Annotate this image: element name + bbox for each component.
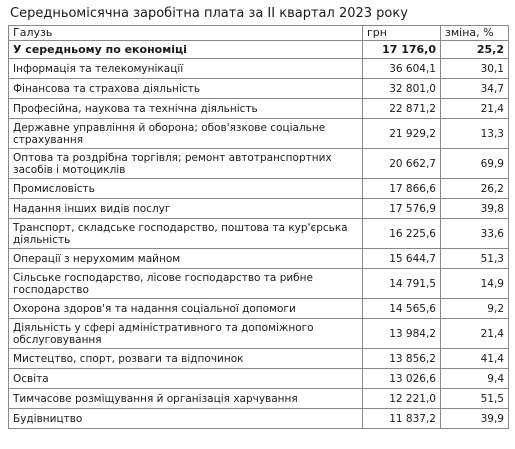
row-wage: 13 026,6 xyxy=(363,369,441,389)
row-change: 13,3 xyxy=(441,119,509,149)
row-branch: Мистецтво, спорт, розваги та відпочинок xyxy=(9,349,363,369)
row-change: 9,2 xyxy=(441,299,509,319)
row-branch: Транспорт, складське господарство, поштова та кур'єрська діяльність xyxy=(9,219,363,249)
row-wage: 16 225,6 xyxy=(363,219,441,249)
row-wage: 17 866,6 xyxy=(363,179,441,199)
row-change: 21,4 xyxy=(441,99,509,119)
row-branch: Надання інших видів послуг xyxy=(9,199,363,219)
row-change: 41,4 xyxy=(441,349,509,369)
total-row xyxy=(9,41,509,59)
row-change: 30,1 xyxy=(441,59,509,79)
header-change: зміна, % xyxy=(441,26,509,41)
row-branch: Фінансова та страхова діяльність xyxy=(9,79,363,99)
row-wage: 32 801,0 xyxy=(363,79,441,99)
row-change: 69,9 xyxy=(441,149,509,179)
row-change: 51,5 xyxy=(441,389,509,409)
row-wage: 14 791,5 xyxy=(363,269,441,299)
row-wage: 12 221,0 xyxy=(363,389,441,409)
total-branch: У середньому по економіці xyxy=(9,41,363,59)
row-branch: Оптова та роздрібна торгівля; ремонт автотранспортних засобів і мотоциклів xyxy=(9,149,363,179)
row-change: 14,9 xyxy=(441,269,509,299)
table-row xyxy=(9,179,509,199)
row-wage: 17 576,9 xyxy=(363,199,441,219)
row-wage: 21 929,2 xyxy=(363,119,441,149)
row-change: 34,7 xyxy=(441,79,509,99)
row-wage: 13 984,2 xyxy=(363,319,441,349)
table-row xyxy=(9,99,509,119)
page-title: Середньомісячна заробітна плата за II квартал 2023 року xyxy=(10,6,408,21)
table-row xyxy=(9,319,509,349)
table-row xyxy=(9,79,509,99)
row-branch: Інформація та телекомунікації xyxy=(9,59,363,79)
table-row xyxy=(9,299,509,319)
row-wage: 15 644,7 xyxy=(363,249,441,269)
row-wage: 11 837,2 xyxy=(363,409,441,429)
table-row xyxy=(9,349,509,369)
header-branch: Галузь xyxy=(9,26,363,41)
row-branch: Діяльність у сфері адміністративного та допоміжного обслуговування xyxy=(9,319,363,349)
row-branch: Промисловість xyxy=(9,179,363,199)
row-wage: 20 662,7 xyxy=(363,149,441,179)
row-branch: Тимчасове розміщування й організація харчування xyxy=(9,389,363,409)
table-row xyxy=(9,199,509,219)
row-change: 39,9 xyxy=(441,409,509,429)
table-row xyxy=(9,269,509,299)
row-change: 26,2 xyxy=(441,179,509,199)
row-branch: Сільське господарство, лісове господарство та рибне господарство xyxy=(9,269,363,299)
row-branch: Операції з нерухомим майном xyxy=(9,249,363,269)
row-change: 33,6 xyxy=(441,219,509,249)
header-row xyxy=(9,26,509,41)
row-branch: Освіта xyxy=(9,369,363,389)
row-branch: Професійна, наукова та технічна діяльність xyxy=(9,99,363,119)
table-row xyxy=(9,119,509,149)
header-wage: грн xyxy=(363,26,441,41)
wage-table xyxy=(8,25,509,429)
table-row xyxy=(9,369,509,389)
table-row xyxy=(9,249,509,269)
row-change: 39,8 xyxy=(441,199,509,219)
row-change: 51,3 xyxy=(441,249,509,269)
row-branch: Будівництво xyxy=(9,409,363,429)
row-branch: Державне управління й оборона; обов'язкове соціальне страхування xyxy=(9,119,363,149)
row-branch: Охорона здоров'я та надання соціальної допомоги xyxy=(9,299,363,319)
table-row xyxy=(9,59,509,79)
total-change: 25,2 xyxy=(441,41,509,59)
row-change: 21,4 xyxy=(441,319,509,349)
row-wage: 14 565,6 xyxy=(363,299,441,319)
table-row xyxy=(9,389,509,409)
row-wage: 22 871,2 xyxy=(363,99,441,119)
row-wage: 36 604,1 xyxy=(363,59,441,79)
table-row xyxy=(9,149,509,179)
table-row xyxy=(9,219,509,249)
total-wage: 17 176,0 xyxy=(363,41,441,59)
row-wage: 13 856,2 xyxy=(363,349,441,369)
row-change: 9,4 xyxy=(441,369,509,389)
table-row xyxy=(9,409,509,429)
